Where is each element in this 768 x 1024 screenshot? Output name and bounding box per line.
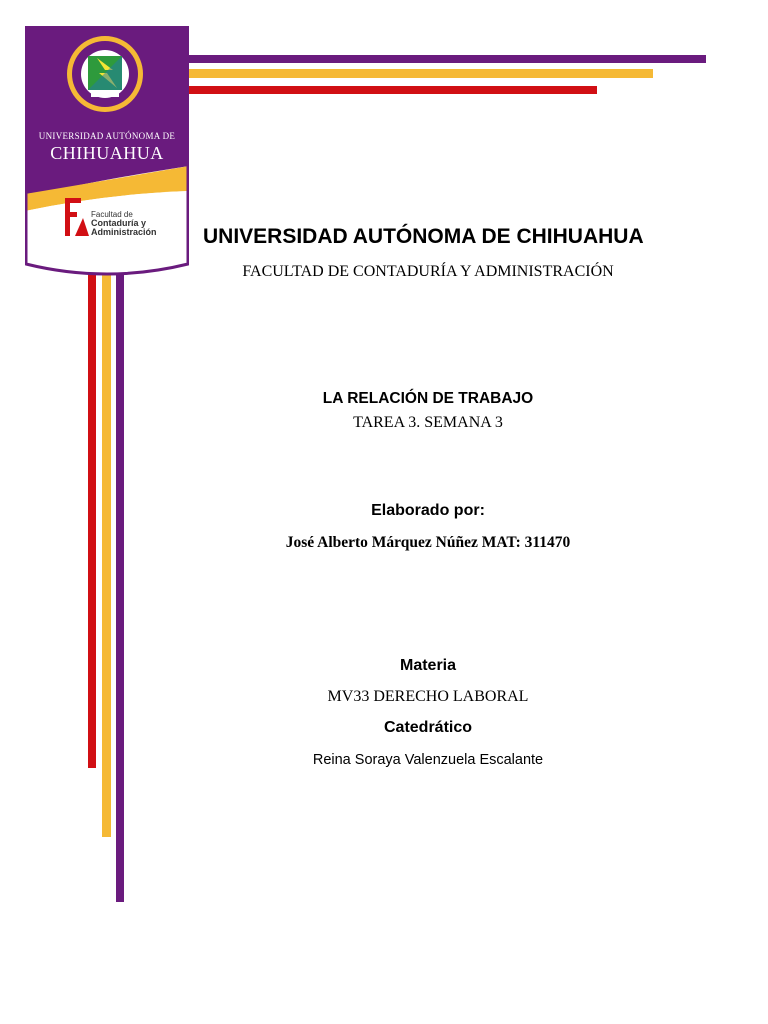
purple-vertical-stripe	[116, 272, 124, 902]
university-seal	[67, 36, 143, 112]
author-name: José Alberto Márquez Núñez MAT: 311470	[285, 534, 571, 551]
assignment-task: TAREA 3. SEMANA 3	[353, 414, 503, 431]
subject-name: MV33 DERECHO LABORAL	[327, 688, 529, 705]
university-logo-panel	[25, 26, 189, 280]
faculty-logo-text	[91, 210, 157, 237]
faculty-logo-line1: Facultad de	[91, 210, 133, 219]
purple-horizontal-stripe	[188, 55, 706, 63]
red-horizontal-stripe	[188, 86, 597, 94]
faculty-title: FACULTAD DE CONTADURÍA Y ADMINISTRACIÓN	[242, 263, 614, 280]
university-title: UNIVERSIDAD AUTÓNOMA DE CHIHUAHUA	[203, 225, 644, 248]
fca-logo-icon	[63, 196, 89, 240]
author-label: Elaborado por:	[371, 502, 485, 519]
assignment-title: LA RELACIÓN DE TRABAJO	[322, 390, 534, 407]
professor-name: Reina Soraya Valenzuela Escalante	[312, 752, 544, 768]
university-name-small: UNIVERSIDAD AUTÓNOMA DE	[38, 131, 176, 141]
faculty-logo-line2: Contaduría y	[91, 218, 147, 228]
faculty-logo-line3: Administración	[91, 227, 157, 237]
professor-label: Catedrático	[383, 719, 473, 736]
yellow-vertical-stripe	[102, 272, 111, 837]
subject-label: Materia	[399, 657, 457, 674]
red-vertical-stripe	[88, 272, 96, 768]
university-name-large: CHIHUAHUA	[50, 143, 164, 163]
yellow-horizontal-stripe	[188, 69, 653, 78]
